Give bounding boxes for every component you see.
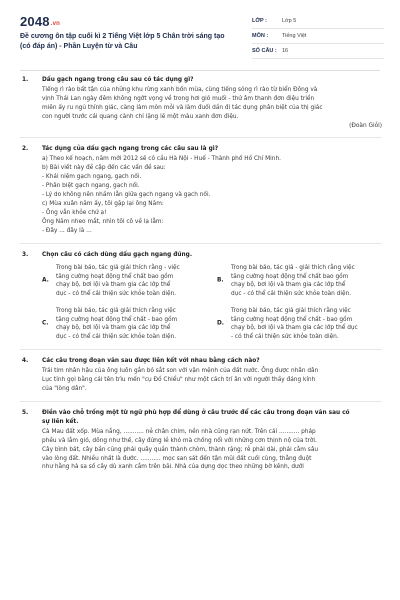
passage-line: - Khái niệm gạch ngang, gạch nối. <box>42 174 142 181</box>
document-title: Đề cương ôn tập cuối kì 2 Tiếng Việt lớp 5 Chân trời sáng tạo (có đáp án) - Phần Luyện từ và Câu <box>20 33 225 50</box>
passage-line: - Ông vẫn khỏe chứ ạ! <box>42 209 107 216</box>
option-line: Trong bài báo, tác giả giải thích rằng việc <box>56 307 176 314</box>
question-divider <box>20 137 382 138</box>
question-divider <box>20 349 382 350</box>
question-2 <box>20 145 382 235</box>
site-logo[interactable]: 2048.vn <box>20 14 61 29</box>
option-line: dục - có thể cải thiện sức khỏe toàn diện. <box>231 291 352 298</box>
option-line: chạy bộ, bơi lội và tham gia các lớp thể <box>56 282 171 289</box>
option-line: dục - có thể cải thiện sức khỏe toàn diện. <box>56 291 177 298</box>
passage-line: c) Mùa xuân năm ấy, tôi gặp lại ông Năm: <box>42 200 164 207</box>
passage-line: Ông Năm nheo mắt, nhìn tôi cô về lạ lẫm: <box>42 218 164 225</box>
passage-line: b) Bài viết này đề cập đến các vấn đề sau: <box>42 165 166 172</box>
question-number: 5. <box>22 410 29 417</box>
document-meta <box>252 14 384 59</box>
meta-grade <box>252 14 384 29</box>
option-line: chạy bộ, bơi lội và tham gia các lớp thể dục <box>231 325 358 332</box>
meta-value: Tiếng Việt <box>282 33 307 39</box>
option-a[interactable] <box>42 263 207 299</box>
question-number: 4. <box>22 358 29 365</box>
option-key: A. <box>42 277 49 284</box>
option-text <box>231 307 358 343</box>
meta-value: Lớp 5 <box>282 18 297 24</box>
passage-line: như hằng hà sa số cây dù xanh cắm trên bãi. Nhà của dựng dọc theo những bờ kênh, dưới <box>42 464 304 471</box>
option-c[interactable] <box>42 306 207 342</box>
question-divider <box>20 243 382 244</box>
question-number: 2. <box>22 146 29 153</box>
option-text <box>56 307 177 343</box>
passage-source: (Đoàn Giỏi) <box>349 122 382 129</box>
option-line: chạy bộ, bơi lội và tham gia các lớp thể <box>231 282 346 289</box>
option-text <box>56 264 180 300</box>
passage-line: - Lý do không nên nhầm lẫn giữa gạch ngang và gạch nối. <box>42 191 211 198</box>
question-prompt: Tác dụng của dấu gạch ngang trong các câu sau là gì? <box>42 146 219 153</box>
question-5 <box>20 409 382 472</box>
question-3 <box>20 251 382 343</box>
option-line: Trong bài báo, tác giả - giải thích rằng việc <box>231 264 355 271</box>
option-line: tăng cường hoạt động thể chất bao gồm <box>56 273 174 280</box>
meta-subject <box>252 29 384 44</box>
option-d[interactable] <box>217 306 382 342</box>
option-line: dục - có thể cải thiện sức khỏe toàn diện. <box>56 334 177 341</box>
option-key: B. <box>217 277 224 284</box>
question-prompt <box>42 409 382 427</box>
question-4 <box>20 357 382 394</box>
passage-line: vịnh Thái Lan ngày đêm không ngớt vọng về trong hơi gió muối - thứ âm thanh đơn điệu triền <box>42 95 315 102</box>
passage-line: - Đây ... đây là ... <box>42 227 92 234</box>
option-key: D. <box>217 320 225 327</box>
passage-line: miên ấy ru ngủ thính giác, càng làm mòn mỏi và làm đuối dần đi tác dụng phân biệt của thị giác <box>42 104 323 111</box>
logo-domain: .vn <box>50 21 61 27</box>
header-divider <box>20 70 380 71</box>
passage-line: Cà Mau đất xốp. Mùa nắng, ........... nẻ chân chim, nền nhà cũng rạn nứt. Trên cái ........... pháp <box>42 428 316 435</box>
passage-line: Trải tim nhân hậu của ông luôn gắn bó sắt son với vận mệnh của đất nước. Ông được nhân dân <box>42 368 319 375</box>
passage-line: con người trước cái quang cảnh chỉ lặng lẽ một màu xanh đơn điệu. <box>42 113 239 120</box>
passage-line: Tiếng rì rào bất tận của những khu rừng xanh bốn mùa, cùng tiếng sóng rì rào từ biển Đông và <box>42 86 318 93</box>
passage-line: vào lòng đất. Nhiều nhất là đước. ........... mọc san sát đến tận mũi đất cuối cùng, thẳng đuột <box>42 455 312 462</box>
question-prompt: Dấu gạch ngang trong câu sau có tác dụng gì? <box>42 77 194 83</box>
meta-value: 16 <box>282 48 289 54</box>
passage-line: a) Theo kế hoạch, năm mới 2012 sẽ có cầu Hà Nội - Huế - Thành phố Hồ Chí Minh. <box>42 156 281 163</box>
option-line: Trong bài báo, tác giả giải thích rằng - việc <box>56 264 180 271</box>
option-line: tăng cường hoạt động thể chất - bao gồm <box>56 316 178 323</box>
passage-line: phều và lắm gió, dông như thế, cây đứng lẻ khó mà chống nổi với những cơn thịnh nộ của trời. <box>42 437 317 444</box>
question-divider <box>20 401 382 402</box>
option-key: C. <box>42 320 49 327</box>
option-line: Trong bài báo, tác giả giải thích rằng việc <box>231 307 351 314</box>
document-header <box>0 0 400 70</box>
prompt-line: Điền vào chỗ trống một từ ngữ phù hợp để dùng ở câu trước để các câu trong đoạn văn sau có <box>42 410 350 417</box>
option-line: chạy bộ, bơi lội và tham gia các lớp thể <box>56 325 171 332</box>
answer-options <box>42 263 382 342</box>
question-1 <box>20 76 382 130</box>
option-line: - có thể cải thiện sức khỏe toàn diện. <box>231 334 339 341</box>
passage-line: - Phân biệt gạch ngang, gạch nối. <box>42 183 140 190</box>
meta-key: SỐ CÂU : <box>252 48 277 54</box>
passage-line: Cây bình bát, cây bần cũng phải quây quần thành chòm, thành rặng; rễ phải dài, phải cắm sâu <box>42 446 319 453</box>
passage-line: của "lòng dân". <box>42 386 87 393</box>
question-number: 3. <box>22 251 29 258</box>
question-prompt: Chọn câu có cách dùng dấu gạch ngang đúng. <box>42 251 193 258</box>
option-b[interactable] <box>217 263 382 299</box>
option-text <box>231 264 355 300</box>
question-prompt: Các câu trong đoạn văn sau được liên kết với nhau bằng cách nào? <box>42 358 260 365</box>
meta-key: LỚP : <box>252 18 267 24</box>
question-list <box>20 76 382 472</box>
passage-line: Lục tỉnh gọi bằng cái tên trìu mến "cụ Đồ Chiểu" như một cách trí ân với người thầy đáng kính <box>42 377 316 384</box>
question-number: 1. <box>22 77 29 83</box>
prompt-line: sự liên kết. <box>42 418 79 425</box>
meta-question-count <box>252 44 384 59</box>
option-line: tăng cường hoạt động thể chất - bao gồm <box>231 316 353 323</box>
meta-key: MÔN : <box>252 33 269 39</box>
option-line: tăng cường hoạt động thể chất bao gồm <box>231 273 349 280</box>
